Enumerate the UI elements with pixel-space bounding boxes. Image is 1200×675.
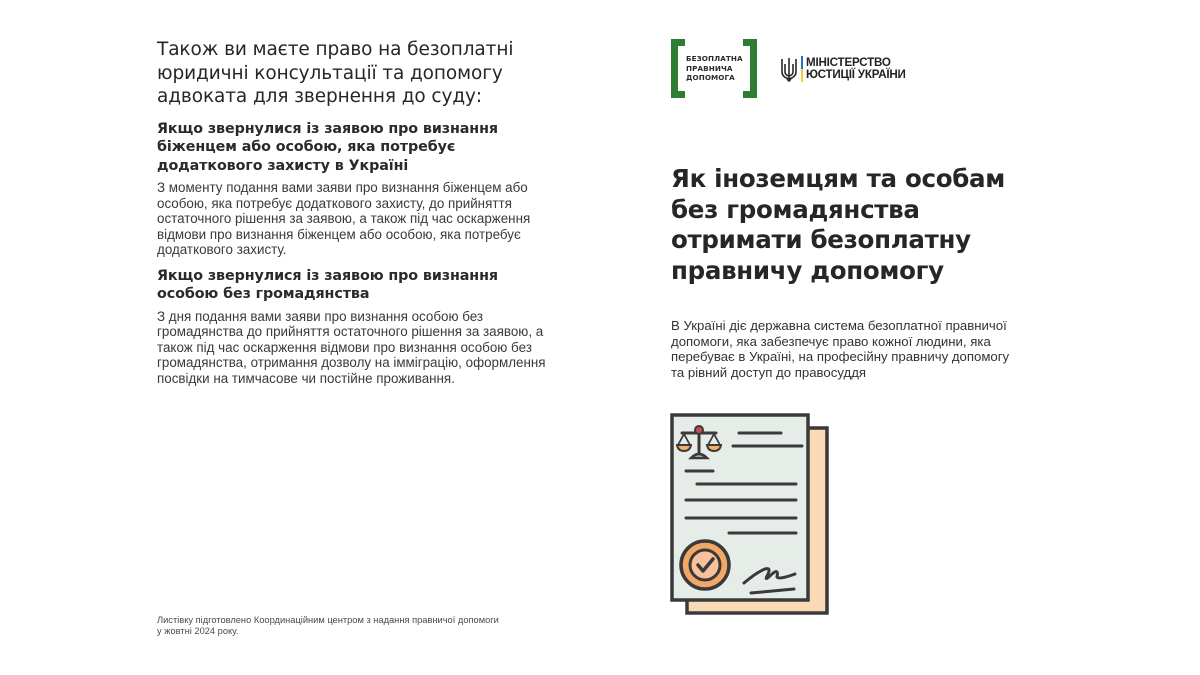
right-column xyxy=(671,164,1011,380)
legal-document-icon xyxy=(669,412,831,616)
logo-line-2: ПРАВНИЧА xyxy=(686,63,733,73)
right-bracket-icon xyxy=(743,39,757,98)
page-title: Як іноземцям та особам без громадянства отримати безоплатну правничу допомогу xyxy=(671,164,1006,285)
intro-heading: Також ви маєте право на безоплатні юридичні консультації та допомогу адвоката для звернення до суду: xyxy=(157,39,514,107)
section-title: Якщо звернулися із заявою про визнання біженцем або особою, яка потребує додаткового захисту в Україні xyxy=(157,120,498,174)
section-body: З моменту подання вами заяви про визнання біженцем або особою, яка потребує додаткового захисту, до прийняття остаточного рішення за заявою, а також під час оскарження відмови про визнання біженцем або особою, яка потребує додаткового захисту. xyxy=(157,180,531,257)
section-stateless xyxy=(157,267,557,387)
ministry-line-2: ЮСТИЦІЇ УКРАЇНИ xyxy=(806,67,906,81)
footnote xyxy=(157,615,557,637)
section-refugee xyxy=(157,120,557,258)
page-description: В Україні діє державна система безоплатної правничої допомоги, яка забезпечує право кожної людини, яка перебуває в Україні, на професійну правничу допомогу та рівний доступ до правосуддя xyxy=(671,318,1010,380)
logos xyxy=(671,39,906,98)
left-bracket-icon xyxy=(671,39,685,98)
free-legal-aid-logo xyxy=(671,39,757,98)
free-legal-aid-logo-text xyxy=(686,54,743,83)
trident-icon xyxy=(780,56,798,82)
ministry-of-justice-logo xyxy=(780,56,906,82)
logo-line-3: ДОПОМОГА xyxy=(686,73,735,82)
logo-line-1: БЕЗОПЛАТНА xyxy=(686,54,743,63)
section-title: Якщо звернулися із заявою про визнання особою без громадянства xyxy=(157,267,498,302)
section-body: З дня подання вами заяви про визнання особою без громадянства до прийняття остаточного рішення за заявою, а також під час оскарження відмови про визнання особою без громадянства, отримання дозволу на імміграцію, оформлення посвідки на тимчасове чи постійне проживання. xyxy=(157,308,546,386)
footnote-line-1: Листівку підготовлено Координаційним центром з надання правничої допомоги xyxy=(157,615,499,625)
ministry-logo-text xyxy=(806,57,906,80)
flag-bar-icon xyxy=(801,56,803,82)
ministry-line-1: МІНІСТЕРСТВО xyxy=(806,56,891,69)
left-column xyxy=(157,38,557,386)
seal-check-icon xyxy=(681,541,729,589)
footnote-line-2: у жовтні 2024 року. xyxy=(157,626,239,636)
